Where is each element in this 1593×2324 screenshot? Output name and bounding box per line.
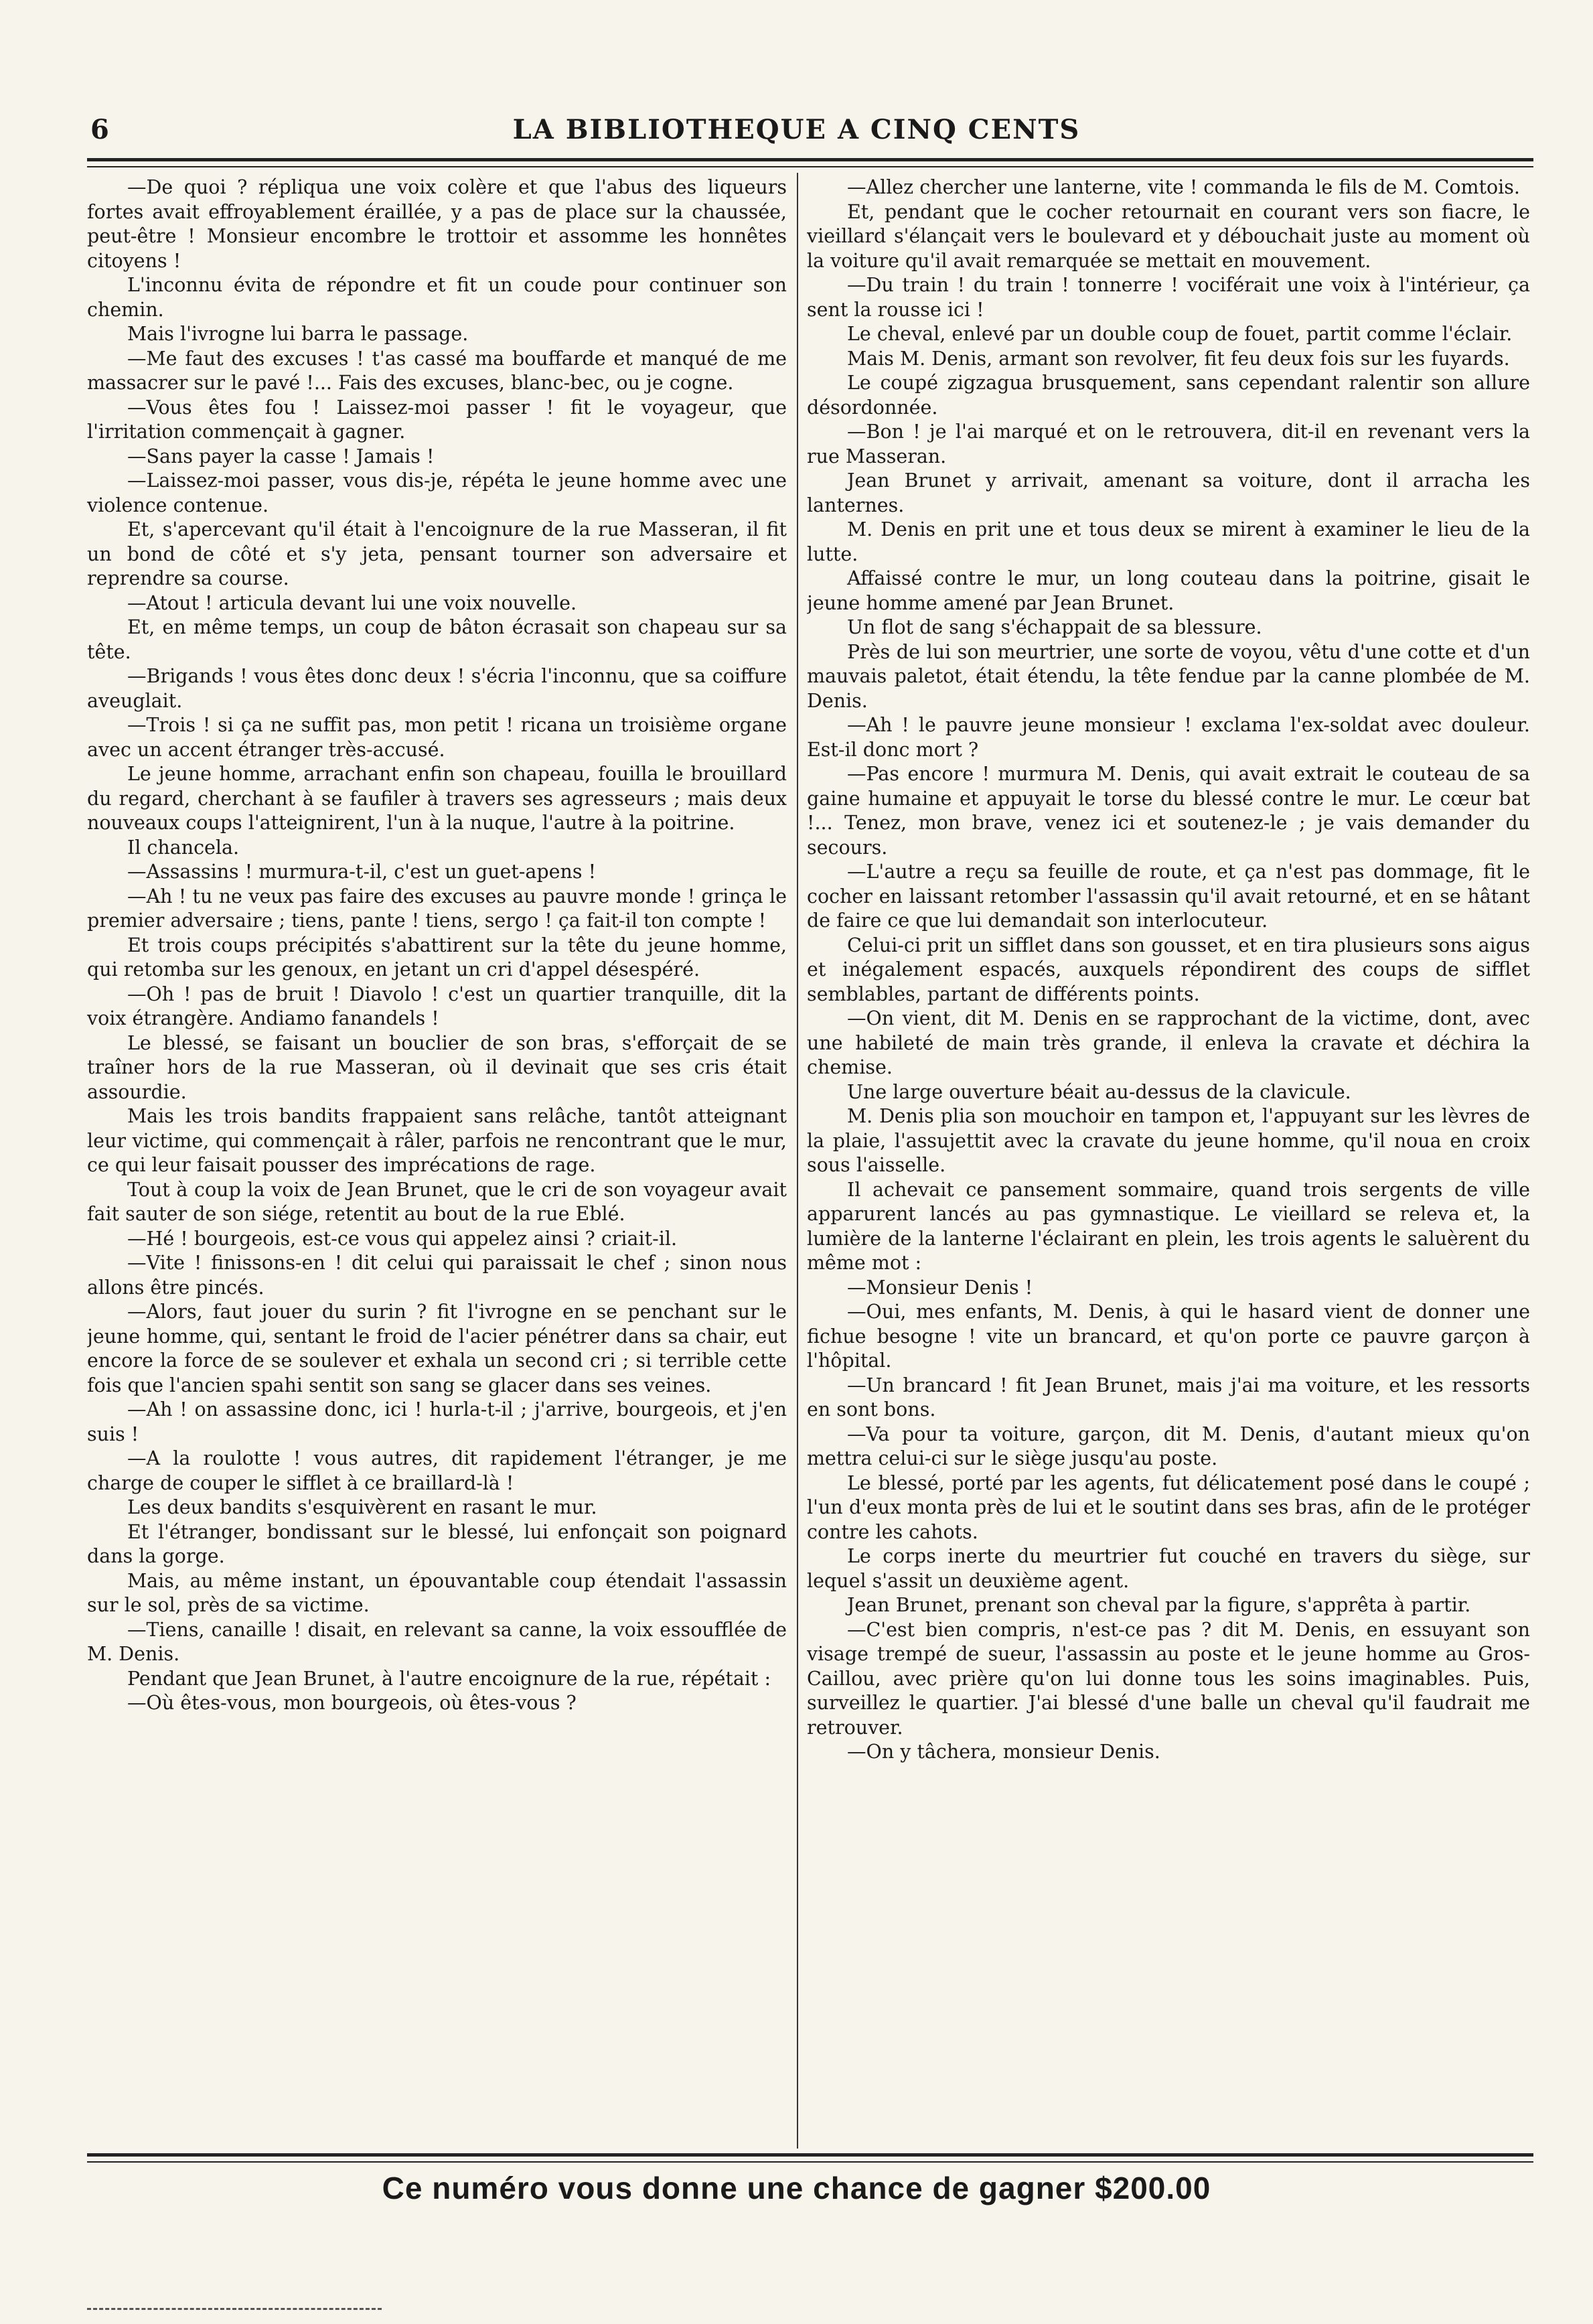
paragraph: —C'est bien compris, n'est-ce pas ? dit M. Denis, en essuyant son visage trempé de sueur, l'assassin au poste et le jeune homme au Gros-Caillou, avec prière qu'on lui donne tous les soins imaginables. Puis, surveillez le quartier. J'ai blessé d'une balle un cheval qu'il faudrait me retrouver. (807, 1618, 1530, 1739)
paragraph: Un flot de sang s'échappait de sa blessure. (847, 616, 1262, 638)
paragraph: Mais l'ivrogne lui barra le passage. (127, 323, 469, 345)
paragraph: —Laissez-moi passer, vous dis-je, répéta le jeune homme avec une violence contenue. (87, 469, 787, 516)
left-column (87, 175, 787, 2151)
paragraph: —Tiens, canaille ! disait, en relevant sa canne, la voix essoufflée de M. Denis. (87, 1618, 787, 1665)
paragraph: Le blessé, se faisant un bouclier de son bras, s'efforçait de se traîner hors de la rue Masseran, où il devinait que ses cris était assourdie. (87, 1031, 787, 1103)
paragraph: Une large ouverture béait au-dessus de la clavicule. (847, 1080, 1351, 1103)
paragraph: —Assassins ! murmura-t-il, c'est un guet-apens ! (127, 861, 597, 883)
paragraph: Le coupé zigzagua brusquement, sans cependant ralentir son allure désordonnée. (807, 372, 1530, 419)
paragraph: —Un brancard ! fit Jean Brunet, mais j'ai ma voiture, et les ressorts en sont bons. (807, 1374, 1530, 1421)
paragraph: —Vous êtes fou ! Laissez-moi passer ! fit le voyageur, que l'irritation commençait à gagner. (87, 396, 787, 443)
paragraph: Et, en même temps, un coup de bâton écrasait son chapeau sur sa tête. (87, 616, 787, 663)
column-divider (797, 173, 798, 2149)
paragraph: —Où êtes-vous, mon bourgeois, où êtes-vous ? (127, 1692, 577, 1714)
paragraph: —De quoi ? répliqua une voix colère et que l'abus des liqueurs fortes avait effroyablement éraillée, y a pas de place sur la chaussée, peut-être ! Monsieur encombre le trottoir et assomme les honnêtes citoyens ! (87, 176, 787, 272)
paragraph: —On y tâchera, monsieur Denis. (847, 1741, 1160, 1763)
footer-rule (87, 2153, 1533, 2157)
paragraph: Il chancela. (127, 836, 240, 859)
paragraph: Mais, au même instant, un épouvantable coup étendait l'assassin sur le sol, près de sa victime. (87, 1569, 787, 1616)
paragraph: —Hé ! bourgeois, est-ce vous qui appelez ainsi ? criait-il. (127, 1227, 678, 1250)
paragraph: —Trois ! si ça ne suffit pas, mon petit ! ricana un troisième organe avec un accent étranger très-accusé. (87, 714, 787, 761)
paragraph: —Atout ! articula devant lui une voix nouvelle. (127, 591, 577, 614)
paragraph: Le blessé, porté par les agents, fut délicatement posé dans le coupé ; l'un d'eux monta près de lui et le soutint dans ses bras, afin de le protéger contre les cahots. (807, 1471, 1530, 1543)
header-rule (87, 158, 1533, 161)
paragraph: —On vient, dit M. Denis en se rapprochant de la victime, dont, avec une habileté de main très grande, il enleva la cravate et déchira la chemise. (807, 1007, 1530, 1078)
paragraph: Et, pendant que le cocher retournait en courant vers son fiacre, le vieillard s'élançait vers le boulevard et y débouchait juste au moment où la voiture qu'il avait remarquée se mettait en mouvement. (807, 200, 1530, 272)
paragraph: M. Denis plia son mouchoir en tampon et, l'appuyant sur les lèvres de la plaie, l'assujettit avec la cravate du jeune homme, qu'il noua en croix sous l'aisselle. (807, 1105, 1530, 1176)
header-rule-thin (87, 166, 1533, 167)
paragraph: Pendant que Jean Brunet, à l'autre encoignure de la rue, répétait : (127, 1667, 771, 1690)
paragraph: —A la roulotte ! vous autres, dit rapidement l'étranger, je me charge de couper le sifflet à ce braillard-là ! (87, 1447, 787, 1494)
paragraph: Affaissé contre le mur, un long couteau dans la poitrine, gisait le jeune homme amené par Jean Brunet. (807, 567, 1530, 614)
paragraph: —Du train ! du train ! tonnerre ! vociférait une voix à l'intérieur, ça sent la rousse ici ! (807, 274, 1530, 321)
running-head: LA BIBLIOTHEQUE A CINQ CENTS (512, 114, 1081, 145)
paragraph: —Vite ! finissons-en ! dit celui qui paraissait le chef ; sinon nous allons être pincés. (87, 1252, 787, 1299)
paragraph: —Alors, faut jouer du surin ? fit l'ivrogne en se penchant sur le jeune homme, qui, sentant le froid de l'acier pénétrer dans sa chair, eut encore la force de se soulever et exhala un second cri ; si terrible cette fois que l'ancien spahi sentit son sang se glacer dans ses veines. (87, 1301, 787, 1396)
paragraph: L'inconnu évita de répondre et fit un coude pour continuer son chemin. (87, 274, 787, 321)
paragraph: —Sans payer la casse ! Jamais ! (127, 445, 435, 467)
chance-line: Ce numéro vous donne une chance de gagner $200.00 (382, 2171, 1211, 2205)
paragraph: Mais M. Denis, armant son revolver, fit feu deux fois sur les fuyards. (847, 347, 1510, 370)
paragraph: —Oui, mes enfants, M. Denis, à qui le hasard vient de donner une fichue besogne ! vite un brancard, et qu'on porte ce pauvre garçon à l'hôpital. (807, 1301, 1530, 1372)
paragraph: Celui-ci prit un sifflet dans son gousset, et en tira plusieurs sons aigus et inégalement espacés, auxquels répondirent des coups de sifflet semblables, partant de différents points. (807, 934, 1530, 1005)
bottom-dash (87, 2308, 382, 2310)
paragraph: Près de lui son meurtrier, une sorte de voyou, vêtu d'une cotte et d'un mauvais paletot, était étendu, la tête fendue par la canne plombée de M. Denis. (807, 640, 1530, 712)
paragraph: Le corps inerte du meurtrier fut couché en travers du siège, sur lequel s'assit un deuxième agent. (807, 1545, 1530, 1592)
paragraph: —Ah ! on assassine donc, ici ! hurla-t-il ; j'arrive, bourgeois, et j'en suis ! (87, 1398, 787, 1445)
paragraph: Et trois coups précipités s'abattirent sur la tête du jeune homme, qui retomba sur les genoux, en jetant un cri d'appel désespéré. (87, 934, 787, 981)
paragraph: —Me faut des excuses ! t'as cassé ma bouffarde et manqué de me massacrer sur le pavé !... Fais des excuses, blanc-bec, ou je cogne. (87, 347, 787, 394)
paragraph: —Pas encore ! murmura M. Denis, qui avait extrait le couteau de sa gaine humaine et appuyait le torse du blessé contre le mur. Le cœur bat !... Tenez, mon brave, venez ici et soutenez-le ; je vais demander du secours. (807, 763, 1530, 859)
right-column (807, 175, 1530, 2151)
footer-rule-thin (87, 2161, 1533, 2163)
paragraph: —Va pour ta voiture, garçon, dit M. Denis, d'autant mieux qu'on mettra celui-ci sur le siège jusqu'au poste. (807, 1423, 1530, 1469)
paragraph: Le cheval, enlevé par un double coup de fouet, partit comme l'éclair. (847, 323, 1513, 345)
paragraph: Tout à coup la voix de Jean Brunet, que le cri de son voyageur avait fait sauter de son siége, retentit au bout de la rue Eblé. (87, 1178, 787, 1225)
page-number: 6 (90, 114, 109, 145)
paragraph: Les deux bandits s'esquivèrent en rasant le mur. (127, 1496, 597, 1518)
paragraph: Et l'étranger, bondissant sur le blessé, lui enfonçait son poignard dans la gorge. (87, 1520, 787, 1567)
paragraph: —Brigands ! vous êtes donc deux ! s'écria l'inconnu, que sa coiffure aveuglait. (87, 665, 787, 712)
paragraph: M. Denis en prit une et tous deux se mirent à examiner le lieu de la lutte. (807, 518, 1530, 565)
paragraph: —Bon ! je l'ai marqué et on le retrouvera, dit-il en revenant vers la rue Masseran. (807, 421, 1530, 467)
paragraph: Il achevait ce pansement sommaire, quand trois sergents de ville apparurent lancés au pas gymnastique. Le vieillard se releva et, la lumière de la lanterne l'éclairant en plein, les trois agents le saluèrent du même mot : (807, 1178, 1530, 1274)
paragraph: Jean Brunet, prenant son cheval par la figure, s'apprêta à partir. (847, 1594, 1471, 1616)
paragraph: —Ah ! le pauvre jeune monsieur ! exclama l'ex-soldat avec douleur. Est-il donc mort ? (807, 714, 1530, 761)
paragraph: Mais les trois bandits frappaient sans relâche, tantôt atteignant leur victime, qui commençait à râler, parfois ne rencontrant que le mur, ce qui leur faisait pousser des imprécations de rage. (87, 1105, 787, 1176)
paragraph: Et, s'apercevant qu'il était à l'encoignure de la rue Masseran, il fit un bond de côté et s'y jeta, pensant tourner son adversaire et reprendre sa course. (87, 518, 787, 589)
paragraph: —Oh ! pas de bruit ! Diavolo ! c'est un quartier tranquille, dit la voix étrangère. Andiamo fanandels ! (87, 983, 787, 1029)
paragraph: Jean Brunet y arrivait, amenant sa voiture, dont il arracha les lanternes. (807, 469, 1530, 516)
paragraph: —Monsieur Denis ! (847, 1276, 1033, 1299)
paragraph: Le jeune homme, arrachant enfin son chapeau, fouilla le brouillard du regard, cherchant à se faufiler à travers ses agresseurs ; mais deux nouveaux coups l'atteignirent, l'un à la nuque, l'autre à la poitrine. (87, 763, 787, 834)
paragraph: —L'autre a reçu sa feuille de route, et ça n'est pas dommage, fit le cocher en laissant retomber l'assassin qu'il avait retourné, et en se hâtant de faire ce que lui demandait son interlocuteur. (807, 861, 1530, 932)
paragraph: —Allez chercher une lanterne, vite ! commanda le fils de M. Comtois. (847, 176, 1520, 198)
paragraph: —Ah ! tu ne veux pas faire des excuses au pauvre monde ! grinça le premier adversaire ; tiens, pante ! tiens, sergo ! ça fait-il ton compte ! (87, 885, 787, 932)
